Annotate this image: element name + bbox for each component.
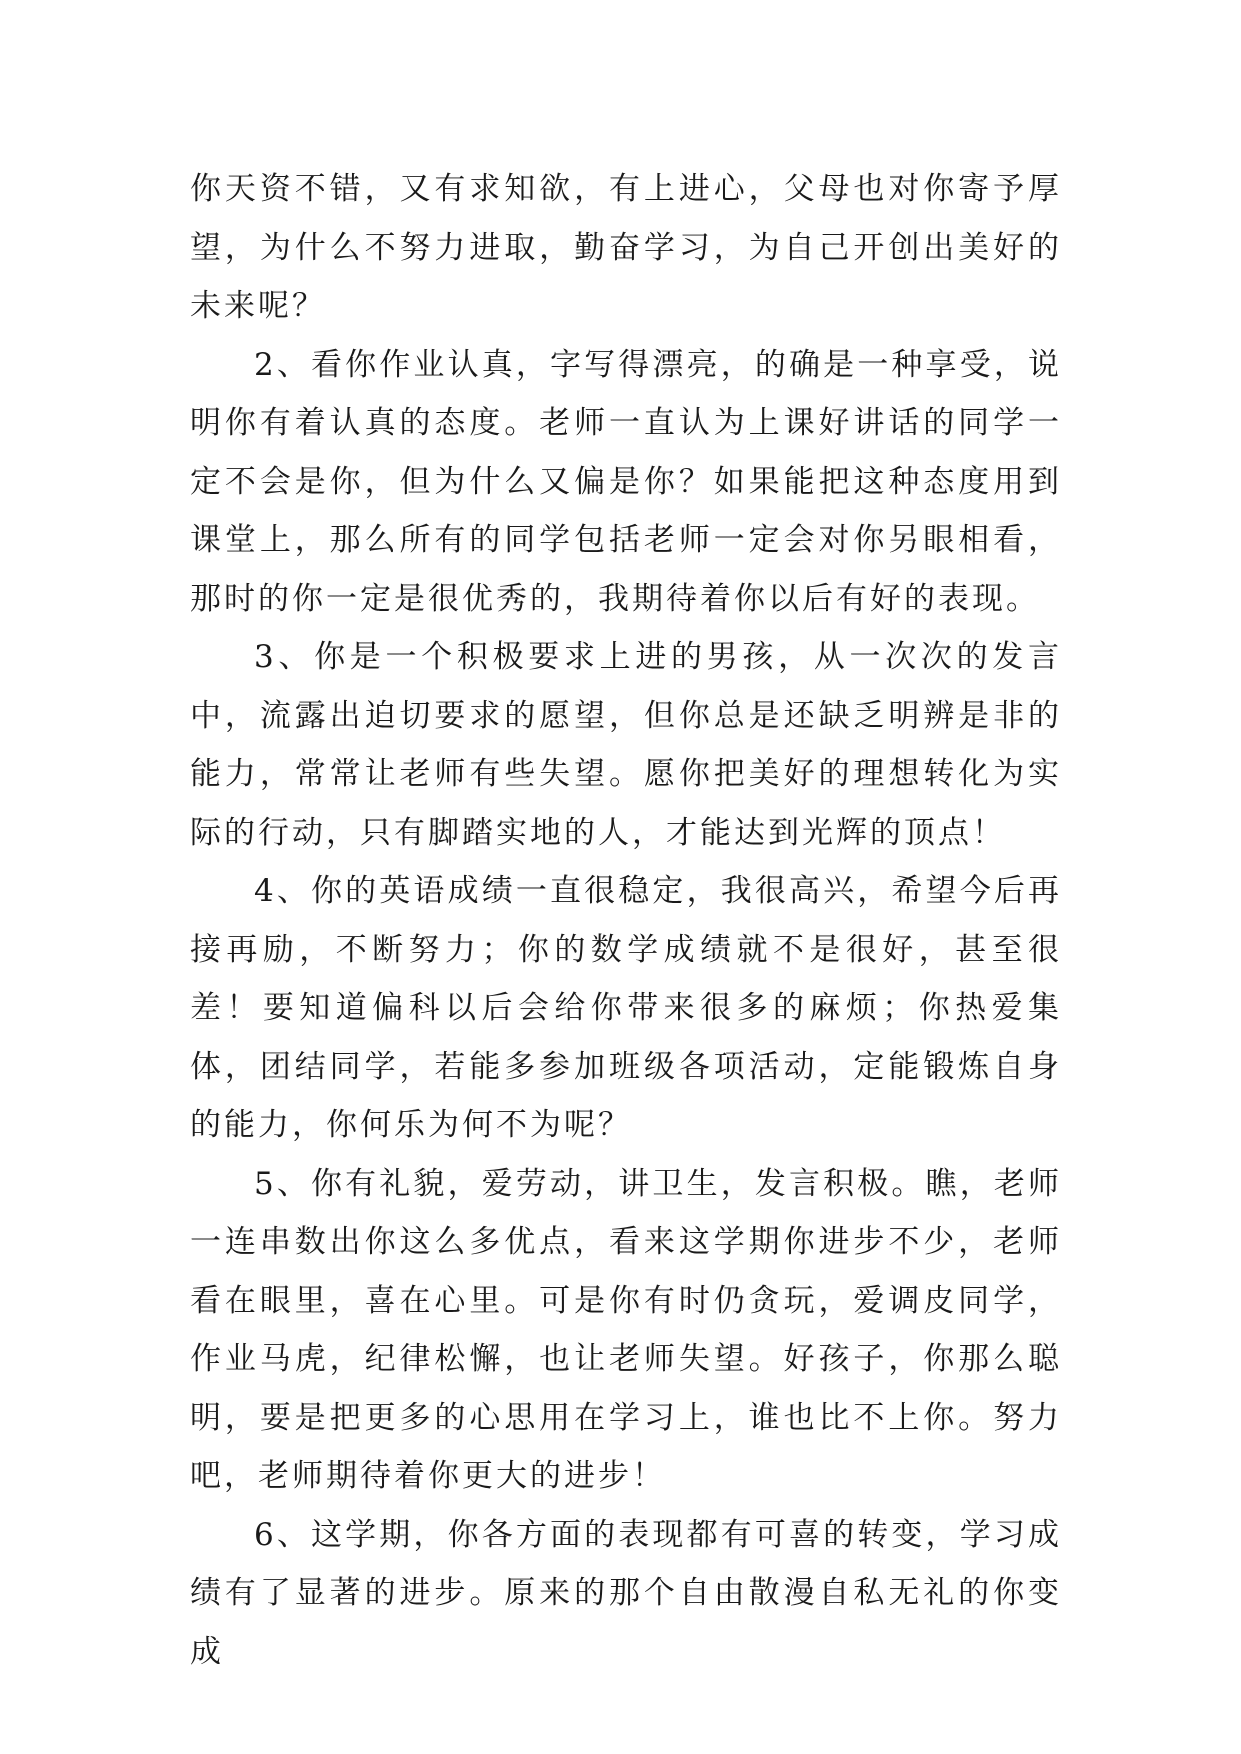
paragraph-comment-2: 2、看你作业认真，字写得漂亮，的确是一种享受，说明你有着认真的态度。老师一直认为上课好讲话的同学一定不会是你，但为什么又偏是你？如果能把这种态度用到课堂上，那么所有的同学包括老师一定会对你另眼相看，那时的你一定是很优秀的，我期待着你以后有好的表现。 — [190, 346, 1062, 617]
paragraph-comment-4: 4、你的英语成绩一直很稳定，我很高兴，希望今后再接再励，不断努力；你的数学成绩就不是很好，甚至很差！要知道偏科以后会给你带来很多的麻烦；你热爱集体，团结同学，若能多参加班级各项活动，定能锻炼自身的能力，你何乐为何不为呢？ — [190, 873, 1062, 1143]
paragraph-comment-6: 6、这学期，你各方面的表现都有可喜的转变，学习成绩有了显著的进步。原来的那个自由散漫自私无礼的你变成 — [190, 1516, 1062, 1670]
document-body — [190, 160, 1062, 1681]
paragraph-comment-3: 3、你是一个积极要求上进的男孩，从一次次的发言中，流露出迫切要求的愿望，但你总是还缺乏明辨是非的能力，常常让老师有些失望。愿你把美好的理想转化为实际的行动，只有脚踏实地的人，才能达到光辉的顶点！ — [190, 639, 1062, 851]
paragraph-continuation: 你天资不错，又有求知欲，有上进心，父母也对你寄予厚望，为什么不努力进取，勤奋学习，为自己开创出美好的未来呢？ — [190, 171, 1062, 324]
paragraph-comment-5: 5、你有礼貌，爱劳动，讲卫生，发言积极。瞧，老师一连串数出你这么多优点，看来这学期你进步不少，老师看在眼里，喜在心里。可是你有时仍贪玩，爱调皮同学，作业马虎，纪律松懈，也让老师失望。好孩子，你那么聪明，要是把更多的心思用在学习上，谁也比不上你。努力吧，老师期待着你更大的进步！ — [190, 1165, 1062, 1494]
